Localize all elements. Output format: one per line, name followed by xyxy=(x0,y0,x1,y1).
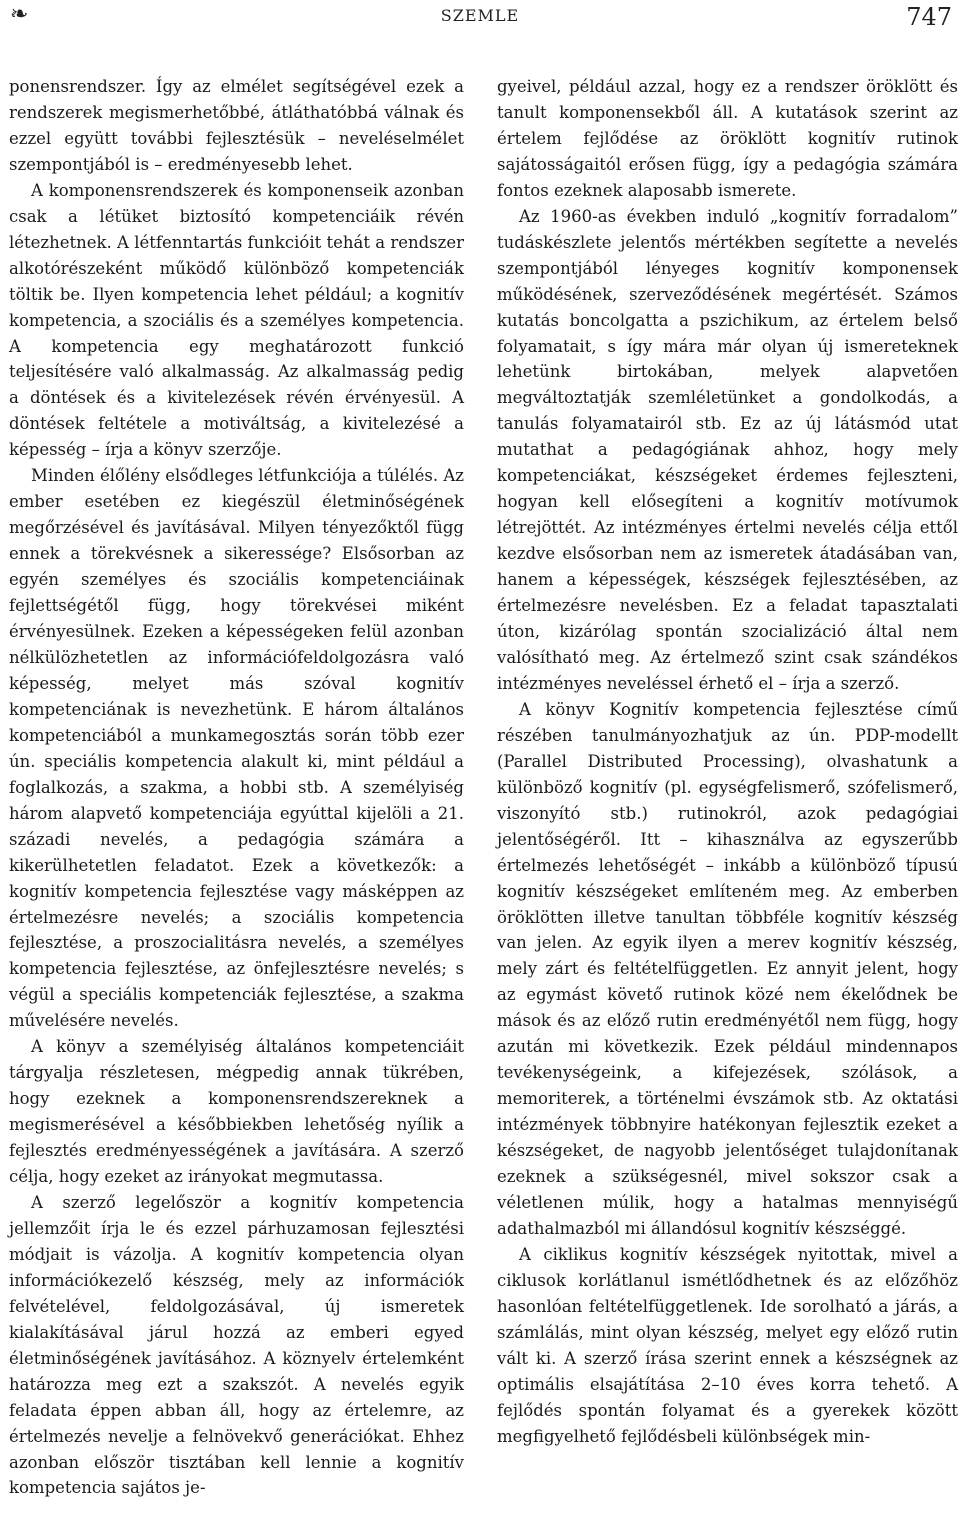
paragraph: A ciklikus kognitív készségek nyitottak, mivel a ciklusok korlátlanul ismétlődhetnek és az előzőhöz hasonlóan feltételfüggetlenek. Ide sorolható a járás, a számlálás, mint olyan készség, melyet egy előző rutin vált ki. A szerző írása szerint ennek a készségnek az optimális elsajátítása 2–10 éves korra tehető. A fejlődés spontán folyamat és a gyerekek között megfigyelhető fejlődésbeli különbségek min- xyxy=(497,1244,958,1446)
paragraph: gyeivel, például azzal, hogy ez a rendszer öröklött és tanult komponensekből áll. A kutatások szerint az értelem fejlődése az öröklött kognitív rutinok sajátosságaitól erősen függ, így a pedagógia számára fontos ezeknek alaposabb ismerete. xyxy=(497,77,958,200)
paragraph: Az 1960-as években induló „kognitív forradalom” tudáskészlete jelentős mértékben segítette a nevelés szempontjából lényeges kognitív komponensek működésének, szerveződésének megértését. Számos kutatás boncolgatta a pszichikum, az értelem belső folyamatait, s így mára már olyan új ismereteknek lehetünk birtokában, melyek alapvetően megváltoztatják szemléletünket a gondolkodás, a tanulás folyamatairól stb. Ez az új látásmód utat mutathat a pedagógiának ahhoz, hogy mely kompetenciákat, készségeket érdemes fejleszteni, hogyan kell elősegíteni a kognitív motívumok létrejöttét. Az intézményes értelmi nevelés célja ettől kezdve elsősorban nem az ismeretek átadásában van, hanem a képességek, készségek fejlesztésében, az értelmezésre nevelésben. Ez a feladat tapasztalati úton, kizárólag spontán szocializáció által nem valósítható meg. Az értelmező szint csak szándékos intézményes neveléssel érhető el – írja a szerző. xyxy=(497,206,958,693)
right-text-column xyxy=(497,74,958,1450)
paragraph: A komponensrendszerek és komponenseik azonban csak a létüket biztosító kompetenciáik révén létezhetnek. A létfenntartás funkcióit tehát a rendszer alkotórészeként működő különböző kompetenciák töltik be. Ilyen kompetencia lehet például; a kognitív kompetencia, a szociális és a személyes kompetencia. A kompetencia egy meghatározott funkció teljesítésére való alkalmasság. Az alkalmasság pedig a döntések és a kivitelezések révén érvényesül. A döntések feltétele a motiváltság, a kivitelezésé a képesség – írja a könyv szerzője. xyxy=(9,180,464,460)
paragraph: A szerző legelőször a kognitív kompetencia jellemzőit írja le és ezzel párhuzamosan fejlesztési módjait is vázolja. A kognitív kompetencia olyan információkezelő készség, mely az információk felvételével, feldolgozásával, új ismeretek kialakításával járul hozzá az emberi egyed életminőségének javításához. A köznyelv értelemként határozza meg ezt a szakszót. A nevelés egyik feladata éppen abban áll, hogy az értelemre, az értelmezés nevelje a felnövekvő generációkat. Ehhez azonban először tisztában kell lennie a kognitív kompetencia sajátos je- xyxy=(9,1192,464,1498)
running-head-title: SZEMLE xyxy=(440,6,520,25)
paragraph: ponensrendszer. Így az elmélet segítségével ezek a rendszerek megismerhetőbbé, átláthatóbbá válnak és ezzel együtt további fejlesztésük – neveléselmélet szempontjából is – eredményesebb lehet. xyxy=(9,77,464,174)
page-number: 747 xyxy=(906,3,952,31)
paragraph: Minden élőlény elsődleges létfunkciója a túlélés. Az ember esetében ez kiegészül életminőségének megőrzésével és javításával. Milyen tényezőktől függ ennek a törekvésnek a sikeressége? Elsősorban az egyén személyes és szociális kompetenciáinak fejlettségétől függ, hogy törekvései miként érvényesülnek. Ezeken a képességeken felül azonban nélkülözhetetlen az információfeldolgozásra való képesség, melyet más szóval kognitív kompetenciának is nevezhetünk. E három általános kompetenciából a munkamegosztás során több ezer ún. speciális kompetencia alakult ki, mint például a foglalkozás, a szakma, a hobbi stb. A személyiség három alapvető kompetenciája egyúttal kijelöli a 21. századi nevelés, a pedagógia számára a kikerülhetetlen feladatot. Ezek a következők: a kognitív kompetencia fejlesztése vagy másképpen az értelmezésre nevelés; a szociális kompetencia fejlesztése, a proszocialitásra nevelés, a személyes kompetencia fejlesztése, az önfejlesztésre nevelés; s végül a speciális kompetenciák fejlesztése, a szakma művelésére nevelés. xyxy=(9,466,464,1031)
page-header xyxy=(0,0,960,40)
paragraph: A könyv a személyiség általános kompetenciáit tárgyalja részletesen, mégpedig annak tükrében, hogy ezeknek a komponensrendszereknek a megismerésével a későbbiekben lehetőség nyílik a fejlesztés eredményességének a javítására. A szerző célja, hogy ezeket az irányokat megmutassa. xyxy=(9,1037,464,1187)
left-text-column xyxy=(9,74,464,1501)
fleuron-ornament-icon: ❧ xyxy=(10,2,29,27)
paragraph: A könyv Kognitív kompetencia fejlesztése című részében tanulmányozhatjuk az ún. PDP-modellt (Parallel Distributed Processing), olvashatunk a különböző kognitív (pl. egységfelismerő, szófelismerő, viszonyító stb.) rutinokról, azok pedagógiai jelentőségéről. Itt – kihasználva az egyszerűbb értelmezés lehetőségét – inkább a különböző típusú kognitív készségeket említeném meg. Az emberben öröklötten illetve tanultan többféle kognitív készség van jelen. Az egyik ilyen a merev kognitív készség, mely zárt és feltételfüggetlen. Ez annyit jelent, hogy az egymást követő rutinok közé nem ékelődnek be mások és az előző rutin eredményétől nem függ, hogy azután mi következik. Ezek például mindennapos tevékenységeink, a kifejezések, szólások, a memoriterek, a történelmi évszámok stb. Az oktatási intézmények többnyire hatékonyan fejlesztik ezeket a készségeket, de nagyobb jelentőséget tulajdonítanak ezeknek a szükségesnél, mivel sokszor csak a véletlenen múlik, hogy a hatalmas mennyiségű adathalmazból mi állandósul kognitív készséggé. xyxy=(497,699,958,1238)
